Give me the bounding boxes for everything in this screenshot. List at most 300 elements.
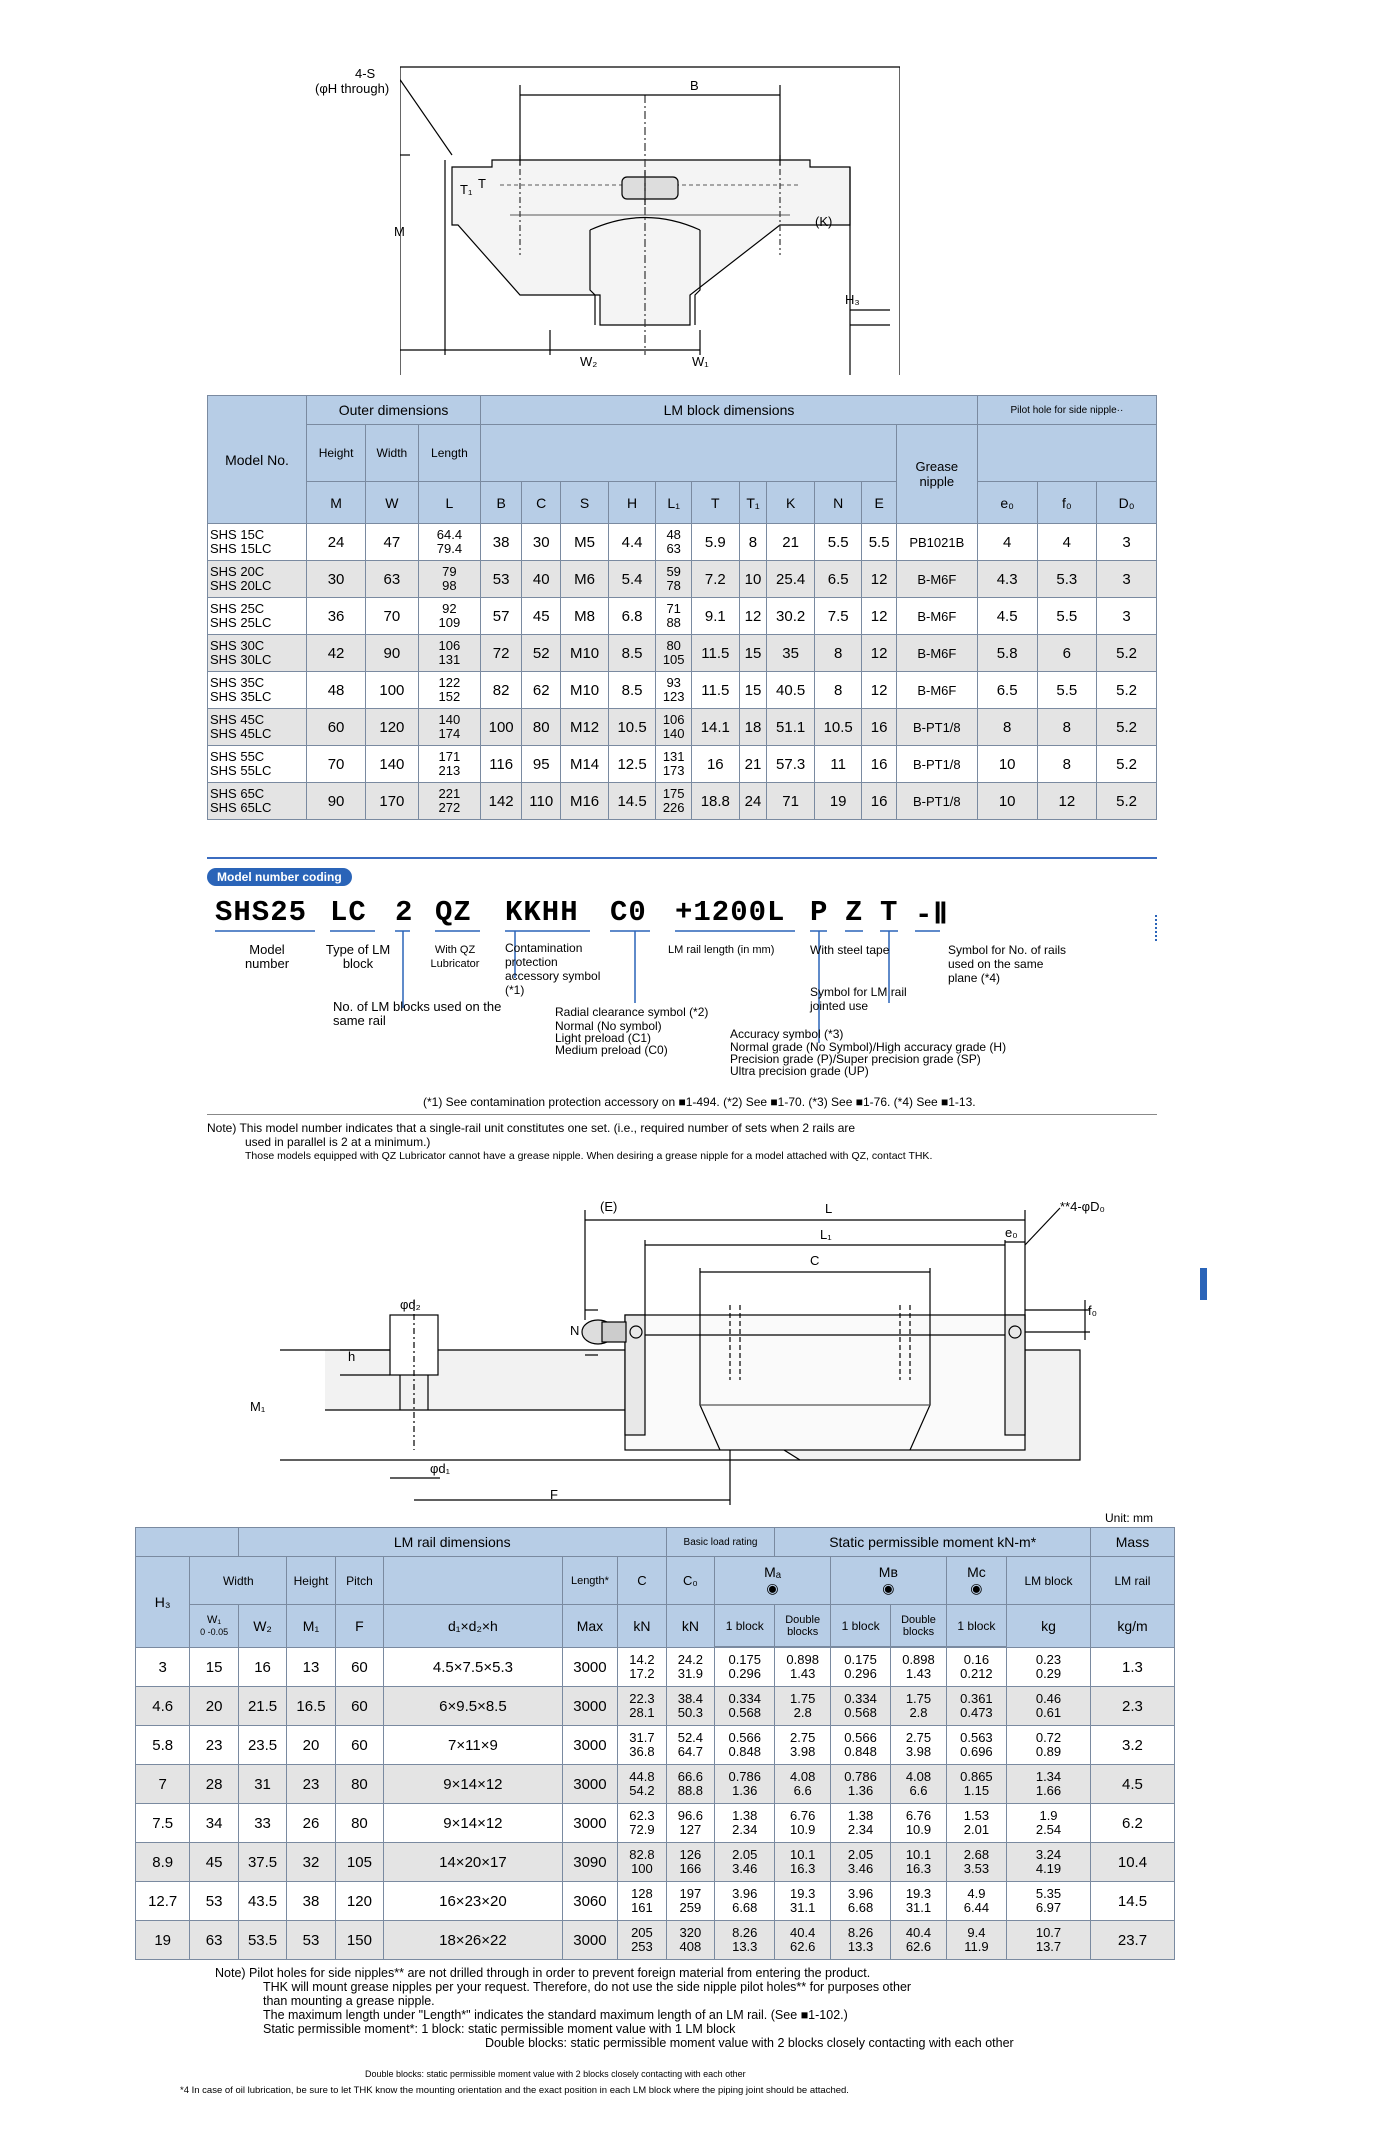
- cell-grease: B-M6F: [896, 561, 977, 598]
- cell-k: 71: [767, 783, 815, 820]
- cell-value: 161: [631, 1900, 653, 1915]
- cell-f0: 4: [1037, 524, 1097, 561]
- symbol-8: T: [692, 482, 740, 524]
- cell-mc1: [946, 1804, 1006, 1843]
- label-t: T: [478, 176, 486, 191]
- cell-t: 7.2: [692, 561, 740, 598]
- cell-value: 1.75: [790, 1691, 816, 1706]
- margin-mark: [1155, 915, 1159, 941]
- cell-value: 4.19: [1035, 1861, 1062, 1876]
- cell-c: [618, 1804, 666, 1843]
- unit-label: Unit: mm: [1105, 1511, 1153, 1525]
- header-width2: Width: [190, 1557, 287, 1605]
- cell-value: 78: [666, 578, 681, 593]
- cell-value: 2.75: [905, 1730, 932, 1745]
- cell-b: 82: [481, 672, 522, 709]
- header-rail: LM rail dimensions: [238, 1528, 666, 1557]
- cell-s: M8: [561, 598, 608, 635]
- model-name: SHS 20LC: [210, 578, 272, 593]
- cell-value: 0.334: [844, 1691, 877, 1706]
- model-name: SHS 55LC: [210, 763, 272, 778]
- cell-m: 48: [307, 672, 366, 709]
- label-f: F: [550, 1487, 558, 1502]
- label-w2: W₂: [580, 354, 598, 369]
- cell-value: 221: [438, 786, 461, 801]
- cell-w2: 43.5: [238, 1882, 286, 1921]
- cell-f: 120: [335, 1882, 383, 1921]
- cell-w1: 23: [190, 1726, 238, 1765]
- cell-mb2: [891, 1882, 947, 1921]
- cell-s: M14: [561, 746, 608, 783]
- cell-value: 14.2: [629, 1652, 655, 1667]
- cell-value: 105: [662, 652, 685, 667]
- header-mb-2: Double blocks: [891, 1605, 947, 1647]
- cell-ma1: [715, 1765, 775, 1804]
- cell-m: 24: [307, 524, 366, 561]
- cell-value: 9.4: [967, 1925, 986, 1940]
- mb-symbol: Mʙ: [878, 1564, 898, 1580]
- cell-rail: 2.3: [1090, 1687, 1174, 1726]
- cell-value: 1.75: [905, 1691, 932, 1706]
- cell-m: 30: [307, 561, 366, 598]
- cell-value: 0.566: [728, 1730, 762, 1745]
- cell-m: 70: [307, 746, 366, 783]
- cell-value: 0.473: [960, 1705, 993, 1720]
- cell-e0: 6.5: [977, 672, 1037, 709]
- cell-value: 0.563: [960, 1730, 993, 1745]
- cell-m1: 53: [287, 1921, 335, 1960]
- cell-value: 2.34: [847, 1822, 874, 1837]
- cell-h: 10.5: [608, 709, 656, 746]
- cell-w1: 20: [190, 1687, 238, 1726]
- table-row: [136, 1882, 1175, 1921]
- cell-value: 259: [679, 1900, 702, 1915]
- header-mb-1: 1 block: [830, 1605, 890, 1647]
- header-pitch: Pitch: [335, 1557, 383, 1605]
- cell-max: 3000: [562, 1804, 618, 1843]
- cell-ma2: [775, 1687, 831, 1726]
- footnote-1: Double blocks: static permissible moment value with 2 blocks closely contacting with each other: [365, 2069, 746, 2079]
- cell-rail: 3.2: [1090, 1726, 1174, 1765]
- cell-value: 10.9: [790, 1822, 816, 1837]
- cell-s: M16: [561, 783, 608, 820]
- cell-m1: 32: [287, 1843, 335, 1882]
- cell-t: 16: [692, 746, 740, 783]
- cell-d0: 3: [1097, 561, 1157, 598]
- label-e0: e₀: [1005, 1225, 1018, 1240]
- cell-value: 1.43: [790, 1666, 816, 1681]
- label-h: h: [348, 1349, 356, 1364]
- cell-s: M10: [561, 672, 608, 709]
- rail-note-3: than mounting a grease nipple.: [263, 1994, 435, 2008]
- cell-value: 226: [662, 800, 685, 815]
- cell-value: 48: [666, 527, 681, 542]
- cell-b: 116: [481, 746, 522, 783]
- code-p: P: [810, 896, 829, 929]
- cell-w1: 15: [190, 1648, 238, 1687]
- cell-mb2: [891, 1804, 947, 1843]
- cell-value: 205: [631, 1925, 653, 1940]
- cell-f: 60: [335, 1687, 383, 1726]
- cell-block: [1007, 1882, 1091, 1921]
- cell-t1: 8: [739, 524, 767, 561]
- lbl-type: Type of LM block: [325, 942, 391, 971]
- label-4s-through: (φH through): [315, 81, 390, 96]
- lbl-accuracy-1: Normal grade (No Symbol)/High accuracy grade (H): [730, 1040, 1007, 1054]
- cell-value: 52.4: [677, 1730, 704, 1745]
- lbl-accuracy: Accuracy symbol (*3): [730, 1027, 844, 1041]
- cell-value: 127: [679, 1822, 702, 1837]
- label-k: (K): [815, 214, 833, 229]
- cell-m1: 20: [287, 1726, 335, 1765]
- cell-m1: 13: [287, 1648, 335, 1687]
- header-length2: Length*: [562, 1557, 618, 1605]
- header-ma: [715, 1557, 831, 1605]
- cell-value: 4.08: [905, 1769, 932, 1784]
- model-name: SHS 35LC: [210, 689, 272, 704]
- cell-w2: 21.5: [238, 1687, 286, 1726]
- coding-note-3: Those models equipped with QZ Lubricator cannot have a grease nipple. When desiring a grease nipple for a model attached with QZ, contact THK.: [245, 1150, 933, 1162]
- cell-w: 140: [366, 746, 419, 783]
- cell-mb1: [830, 1882, 890, 1921]
- ma-symbol: Mₐ: [764, 1564, 781, 1580]
- cell-value: 24.2: [677, 1652, 704, 1667]
- cell-e: 16: [862, 709, 896, 746]
- cell-d: 14×20×17: [384, 1843, 562, 1882]
- cell-c: 110: [522, 783, 561, 820]
- cell-value: 5.35: [1035, 1886, 1062, 1901]
- code-c0: C0: [610, 896, 647, 929]
- cell-h3: 7.5: [136, 1804, 190, 1843]
- cell-c: [618, 1921, 666, 1960]
- cell-e0: 10: [977, 783, 1037, 820]
- cell-f: 150: [335, 1921, 383, 1960]
- cell-h: 12.5: [608, 746, 656, 783]
- header-outer: Outer dimensions: [307, 396, 481, 425]
- cell-c: 52: [522, 635, 561, 672]
- cell-value: 408: [679, 1939, 702, 1954]
- cell-value: 2.05: [732, 1847, 758, 1862]
- cell-n: 11: [814, 746, 862, 783]
- cell-value: 0.175: [728, 1652, 762, 1667]
- cell-s: M6: [561, 561, 608, 598]
- cell-w1: 53: [190, 1882, 238, 1921]
- cell-h3: 19: [136, 1921, 190, 1960]
- rail-note-6: Double blocks: static permissible moment value with 2 blocks closely contacting with each other: [485, 2036, 1014, 2050]
- table-row: [136, 1726, 1175, 1765]
- cell-mb2: [891, 1921, 947, 1960]
- cell-value: 31.7: [629, 1730, 655, 1745]
- cell-value: 6.44: [963, 1900, 990, 1915]
- cell-value: 0.786: [844, 1769, 877, 1784]
- cell-f: 80: [335, 1804, 383, 1843]
- cell-value: 40.4: [790, 1925, 816, 1940]
- cell-d0: 5.2: [1097, 709, 1157, 746]
- cell-f: 60: [335, 1648, 383, 1687]
- cell-value: 3.98: [790, 1744, 816, 1759]
- cell-value: 10.7: [1035, 1925, 1062, 1940]
- header-mc: [946, 1557, 1006, 1605]
- cell-b: 38: [481, 524, 522, 561]
- cell-h3: 12.7: [136, 1882, 190, 1921]
- lbl-rails: Symbol for No. of rails used on the same plane (*4): [948, 943, 1067, 985]
- cell-value: 2.8: [793, 1705, 812, 1720]
- label-w1: W₁: [692, 354, 709, 369]
- cell-mb1: [830, 1648, 890, 1687]
- label-b: B: [690, 78, 699, 93]
- cell-e: 16: [862, 783, 896, 820]
- cell-t: 5.9: [692, 524, 740, 561]
- cell-value: 0.212: [960, 1666, 993, 1681]
- cell-mb1: [830, 1843, 890, 1882]
- cell-d: 7×11×9: [384, 1726, 562, 1765]
- symbol-11: N: [814, 482, 862, 524]
- cell-h: 4.4: [608, 524, 656, 561]
- cell-value: 64.4: [436, 527, 463, 542]
- cell-value: 0.46: [1035, 1691, 1062, 1706]
- cell-value: 8.26: [732, 1925, 758, 1940]
- cell-max: 3000: [562, 1648, 618, 1687]
- cell-block: [1007, 1921, 1091, 1960]
- cell-f: 80: [335, 1765, 383, 1804]
- header-w2-symbol: W₂: [238, 1605, 286, 1648]
- lbl-model-number: Model number: [244, 942, 290, 971]
- header-model: Model No.: [208, 396, 307, 524]
- model-name: SHS 20C: [210, 564, 265, 579]
- cell-w2: 37.5: [238, 1843, 286, 1882]
- table-row: [136, 1804, 1175, 1843]
- cell-f: 105: [335, 1843, 383, 1882]
- table-row: [136, 1687, 1175, 1726]
- cell-value: 13.3: [847, 1939, 874, 1954]
- header-width: Width: [366, 425, 419, 482]
- lbl-clearance-2: Light preload (C1): [555, 1031, 652, 1045]
- cell-value: 10.9: [905, 1822, 932, 1837]
- cell-d: 4.5×7.5×5.3: [384, 1648, 562, 1687]
- cell-value: 0.296: [728, 1666, 762, 1681]
- cell-block: [1007, 1765, 1091, 1804]
- cell-n: 8: [814, 672, 862, 709]
- header-static: Static permissible moment kN-m*: [775, 1528, 1091, 1557]
- cell-w: 170: [366, 783, 419, 820]
- model-name: SHS 15C: [210, 527, 265, 542]
- cell-value: 10.1: [790, 1847, 816, 1862]
- cell-h: 14.5: [608, 783, 656, 820]
- header-mass: Mass: [1090, 1528, 1174, 1557]
- cell-value: 17.2: [629, 1666, 655, 1681]
- cell-d: 6×9.5×8.5: [384, 1687, 562, 1726]
- cell-value: 11.9: [964, 1939, 989, 1954]
- cell-mb1: [830, 1765, 890, 1804]
- side-drawing-labels: [250, 1199, 1160, 1510]
- cell-h: 6.8: [608, 598, 656, 635]
- cell-e0: 10: [977, 746, 1037, 783]
- cell-w1: 34: [190, 1804, 238, 1843]
- cell-e0: 8: [977, 709, 1037, 746]
- header-d-symbol: d₁×d₂×h: [384, 1605, 562, 1648]
- cell-value: 62.6: [905, 1939, 932, 1954]
- cell-value: 6.76: [905, 1808, 932, 1823]
- cell-value: 0.29: [1035, 1666, 1062, 1681]
- cell-c: [618, 1765, 666, 1804]
- cell-b: 142: [481, 783, 522, 820]
- cell-mc1: [946, 1843, 1006, 1882]
- cell-max: 3000: [562, 1687, 618, 1726]
- cell-block: [1007, 1843, 1091, 1882]
- cell-value: 40.4: [905, 1925, 932, 1940]
- cell-c0: [666, 1843, 714, 1882]
- cell-value: 96.6: [677, 1808, 704, 1823]
- cell-d0: 3: [1097, 524, 1157, 561]
- cell-max: 3000: [562, 1765, 618, 1804]
- cell-e0: 4.5: [977, 598, 1037, 635]
- label-m1: M₁: [250, 1399, 266, 1414]
- cell-t: 9.1: [692, 598, 740, 635]
- header-lm-block-mass: LM block: [1007, 1557, 1091, 1605]
- cell-grease: B-M6F: [896, 672, 977, 709]
- cell-e: 12: [862, 635, 896, 672]
- cell-e: 12: [862, 598, 896, 635]
- cell-t1: 10: [739, 561, 767, 598]
- cell-value: 100: [631, 1861, 653, 1876]
- table-row: [136, 1648, 1175, 1687]
- header-kn1: kN: [618, 1605, 666, 1648]
- cell-mb2: [891, 1687, 947, 1726]
- cell-rail: 10.4: [1090, 1843, 1174, 1882]
- cell-mb1: [830, 1804, 890, 1843]
- cell-e0: 4.3: [977, 561, 1037, 598]
- symbol-14: f₀: [1037, 482, 1097, 524]
- cell-mb2: [891, 1726, 947, 1765]
- cell-c0: [666, 1765, 714, 1804]
- cell-w2: 53.5: [238, 1921, 286, 1960]
- cell-w1: 63: [190, 1921, 238, 1960]
- cell-value: 31.1: [905, 1900, 932, 1915]
- cell-mc1: [946, 1921, 1006, 1960]
- header-grease: Grease nipple: [896, 425, 977, 524]
- cell-f0: 12: [1037, 783, 1097, 820]
- cell-value: 109: [438, 615, 461, 630]
- header-kgm: kg/m: [1090, 1605, 1174, 1648]
- cell-n: 10.5: [814, 709, 862, 746]
- cell-c: [618, 1843, 666, 1882]
- cell-s: M12: [561, 709, 608, 746]
- cell-m1: 16.5: [287, 1687, 335, 1726]
- cell-value: 6.97: [1035, 1900, 1062, 1915]
- header-ma-1: 1 block: [715, 1605, 775, 1647]
- cell-h3: 5.8: [136, 1726, 190, 1765]
- header-basic: Basic load rating: [666, 1528, 775, 1557]
- cell-value: 6.68: [732, 1900, 758, 1915]
- header-height: Height: [307, 425, 366, 482]
- lbl-jointed: Symbol for LM rail jointed use: [810, 985, 907, 1013]
- cell-m1: 38: [287, 1882, 335, 1921]
- cell-value: 175: [662, 786, 685, 801]
- w1-tolerance: 0 -0.05: [200, 1627, 229, 1637]
- cell-value: 16.3: [790, 1861, 816, 1876]
- cell-d: 18×26×22: [384, 1921, 562, 1960]
- header-kn2: kN: [666, 1605, 714, 1648]
- cell-b: 53: [481, 561, 522, 598]
- cell-value: 140: [662, 726, 685, 741]
- cell-c: 30: [522, 524, 561, 561]
- cell-grease: B-PT1/8: [896, 709, 977, 746]
- cell-value: 0.898: [902, 1652, 935, 1667]
- cell-h3: 3: [136, 1648, 190, 1687]
- cell-max: 3000: [562, 1921, 618, 1960]
- cell-ma1: [715, 1921, 775, 1960]
- cell-rail: 1.3: [1090, 1648, 1174, 1687]
- cell-w: 90: [366, 635, 419, 672]
- cell-rail: 6.2: [1090, 1804, 1174, 1843]
- cell-b: 100: [481, 709, 522, 746]
- cell-e: 16: [862, 746, 896, 783]
- label-d1: φd₁: [430, 1461, 451, 1476]
- cell-value: 50.3: [677, 1705, 704, 1720]
- cell-value: 1.43: [905, 1666, 932, 1681]
- cell-value: 171: [438, 749, 461, 764]
- cell-w: 63: [366, 561, 419, 598]
- cell-value: 10.1: [905, 1847, 932, 1862]
- cell-value: 3.46: [732, 1861, 758, 1876]
- cell-b: 57: [481, 598, 522, 635]
- cell-e: 12: [862, 672, 896, 709]
- cell-value: 0.786: [728, 1769, 762, 1784]
- symbol-12: E: [862, 482, 896, 524]
- cell-ma1: [715, 1687, 775, 1726]
- cell-value: 2.54: [1035, 1822, 1062, 1837]
- cell-value: 197: [679, 1886, 702, 1901]
- cell-max: 3060: [562, 1882, 618, 1921]
- cell-c: [618, 1648, 666, 1687]
- lbl-blocks: No. of LM blocks used on the same rail: [333, 999, 502, 1028]
- cell-t1: 24: [739, 783, 767, 820]
- cell-mb2: [891, 1765, 947, 1804]
- label-l1: L₁: [820, 1227, 832, 1242]
- header-mc-1: 1 block: [946, 1605, 1006, 1647]
- cell-rail: 23.7: [1090, 1921, 1174, 1960]
- cell-t: 11.5: [692, 635, 740, 672]
- cell-value: 213: [438, 763, 461, 778]
- cell-f0: 8: [1037, 746, 1097, 783]
- model-name: SHS 65C: [210, 786, 265, 801]
- cell-value: 8.26: [847, 1925, 874, 1940]
- lbl-clearance-1: Normal (No symbol): [555, 1019, 662, 1033]
- cell-ma2: [775, 1648, 831, 1687]
- model-name: SHS 25LC: [210, 615, 272, 630]
- model-name: SHS 25C: [210, 601, 265, 616]
- cell-e: 12: [862, 561, 896, 598]
- cell-value: 0.89: [1035, 1744, 1062, 1759]
- lbl-contamination: Contamination protection accessory symbol (*1): [505, 941, 601, 997]
- cell-value: 0.175: [844, 1652, 877, 1667]
- rail-note-1: Note) Pilot holes for side nipples** are not drilled through in order to prevent foreign material from entering the product.: [215, 1966, 871, 1980]
- cell-value: 79.4: [436, 541, 463, 556]
- cell-value: 98: [442, 578, 457, 593]
- cell-value: 88: [666, 615, 681, 630]
- cell-h3: 4.6: [136, 1687, 190, 1726]
- header-kg: kg: [1007, 1605, 1091, 1648]
- cell-value: 0.568: [844, 1705, 877, 1720]
- model-name: SHS 30LC: [210, 652, 272, 667]
- cell-e: 5.5: [862, 524, 896, 561]
- label-f0: f₀: [1088, 1303, 1098, 1318]
- cell-c0: [666, 1921, 714, 1960]
- cell-mb1: [830, 1687, 890, 1726]
- model-name: SHS 15LC: [210, 541, 272, 556]
- lbl-rail-length: LM rail length (in mm): [668, 944, 775, 956]
- cell-h: 8.5: [608, 635, 656, 672]
